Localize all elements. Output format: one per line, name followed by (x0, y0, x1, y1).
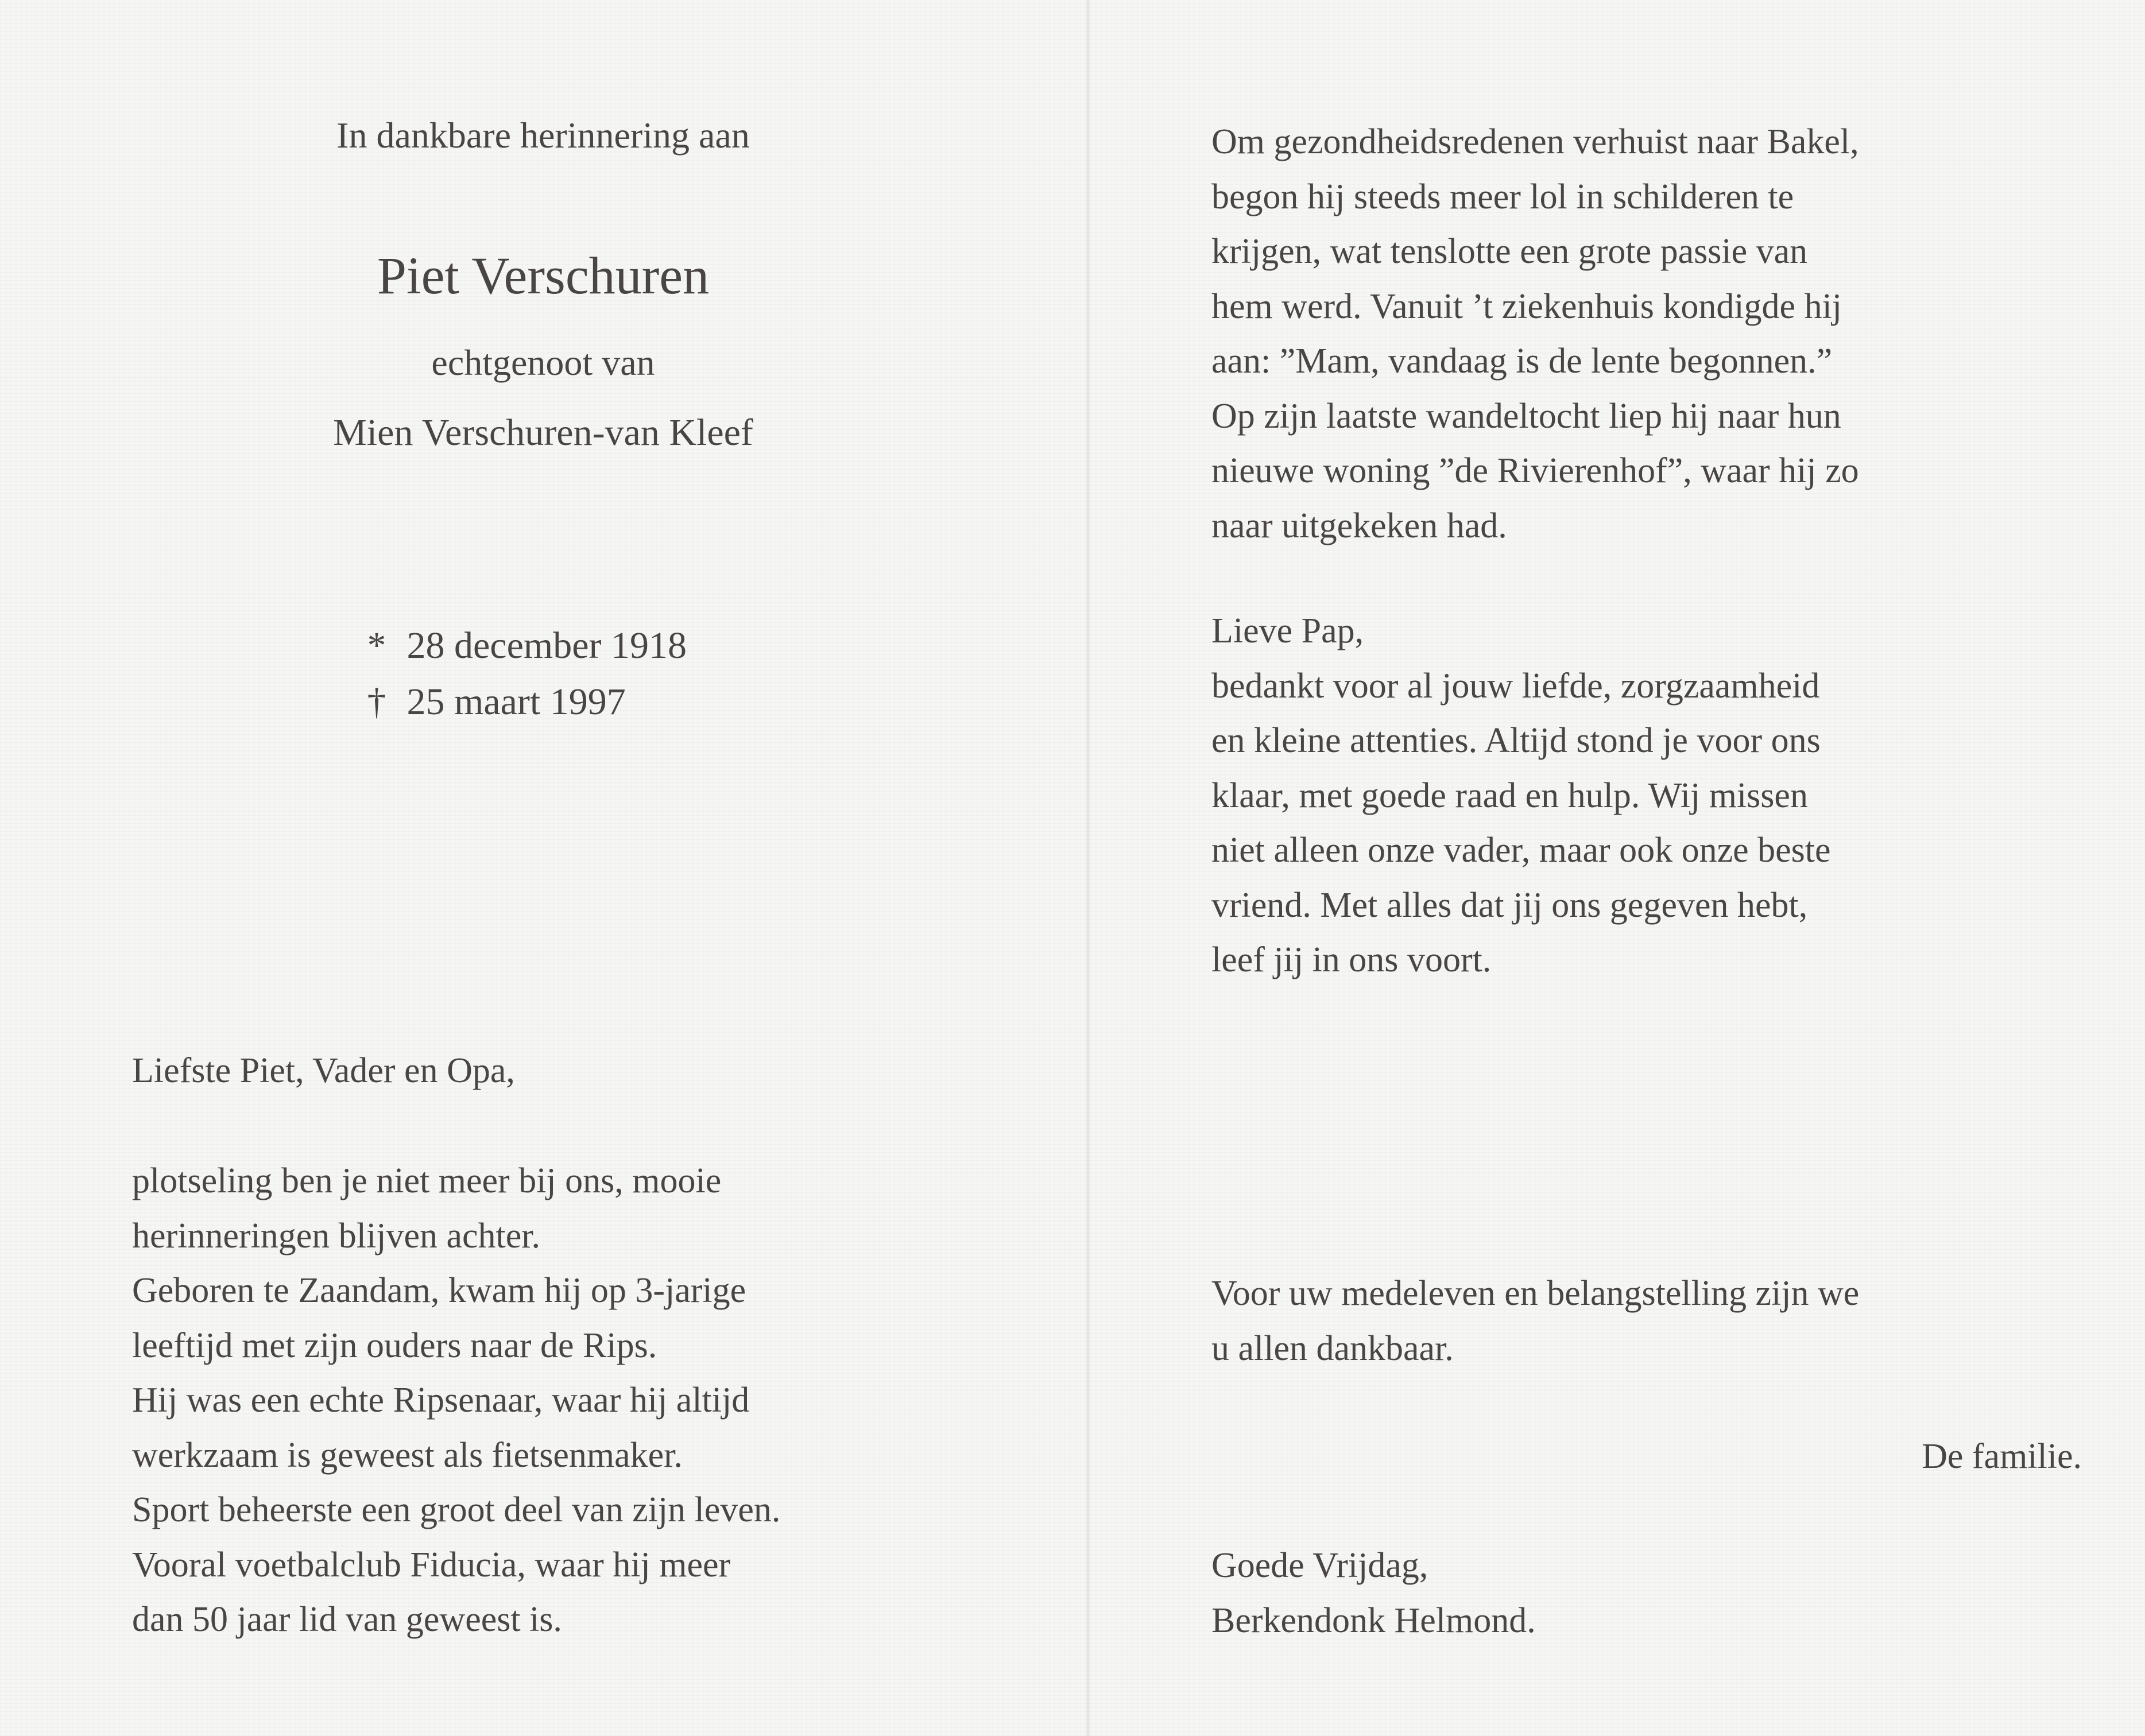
text-line: Geboren te Zaandam, kwam hij op 3-jarige (132, 1271, 746, 1310)
text-line: vriend. Met alles dat jij ons gegeven hebt, (1211, 885, 1808, 925)
birth-star-icon: * (367, 625, 386, 666)
text-line: niet alleen onze vader, maar ook onze beste (1211, 831, 1831, 870)
farewell-letter (1211, 604, 1831, 988)
life-dates (356, 618, 687, 730)
text-line: Sport beheerste een groot deel van zijn leven. (132, 1490, 781, 1529)
text-line: dan 50 jaar lid van geweest is. (132, 1600, 562, 1639)
text-line: plotseling ben je niet meer bij ons, mooie (132, 1161, 722, 1200)
text-line: Voor uw medeleven en belangstelling zijn we (1211, 1274, 1860, 1313)
text-line: hem werd. Vanuit ’t ziekenhuis kondigde hij (1211, 286, 1842, 326)
death-row (356, 674, 687, 730)
spouse-name: Mien Verschuren-van Kleef (333, 412, 753, 454)
text-line: naar uitgekeken had. (1211, 506, 1507, 545)
birth-row (356, 618, 687, 674)
text-line: leeftijd met zijn ouders naar de Rips. (132, 1326, 657, 1365)
text-line: Lieve Pap, (1211, 611, 1364, 650)
text-line: aan: ”Mam, vandaag is de lente begonnen.” (1211, 342, 1833, 381)
text-line: leef jij in ons voort. (1211, 940, 1492, 979)
text-line: klaar, met goede raad en hulp. Wij missen (1211, 776, 1808, 815)
biography (132, 1154, 780, 1648)
deceased-name: Piet Verschuren (377, 246, 710, 305)
date-and-place (1211, 1539, 1536, 1648)
text-line: Op zijn laatste wandeltocht liep hij naar hun (1211, 396, 1841, 436)
text-line: begon hij steeds meer lol in schilderen te (1211, 177, 1794, 216)
life-story (1211, 115, 1859, 553)
family-signature: De familie. (1922, 1437, 2082, 1476)
text-line: en kleine attenties. Altijd stond je voor ons (1211, 721, 1821, 760)
text-line: Vooral voetbalclub Fiducia, waar hij meer (132, 1545, 731, 1584)
text-line: Goede Vrijdag, (1211, 1546, 1428, 1585)
text-line: werkzaam is geweest als fietsenmaker. (132, 1435, 683, 1475)
text-line: u allen dankbaar. (1211, 1328, 1454, 1368)
text-line: Om gezondheidsredenen verhuist naar Bakel, (1211, 122, 1859, 161)
thank-you-note (1211, 1266, 1859, 1376)
spouse-label: echtgenoot van (431, 342, 655, 383)
greeting: Liefste Piet, Vader en Opa, (132, 1051, 515, 1090)
right-panel (1090, 0, 2145, 1736)
text-line: nieuwe woning ”de Rivierenhof”, waar hij zo (1211, 451, 1859, 490)
text-line: herinneringen blijven achter. (132, 1216, 541, 1256)
death-cross-icon: † (367, 681, 386, 723)
text-line: Berkendonk Helmond. (1211, 1601, 1536, 1640)
intro-text: In dankbare herinnering aan (336, 115, 750, 156)
text-line: Hij was een echte Ripsenaar, waar hij altijd (132, 1381, 750, 1420)
death-date: 25 maart 1997 (406, 681, 626, 723)
text-line: krijgen, wat tenslotte een grote passie van (1211, 232, 1808, 271)
birth-date: 28 december 1918 (406, 625, 687, 666)
text-line: bedankt voor al jouw liefde, zorgzaamheid (1211, 666, 1820, 706)
